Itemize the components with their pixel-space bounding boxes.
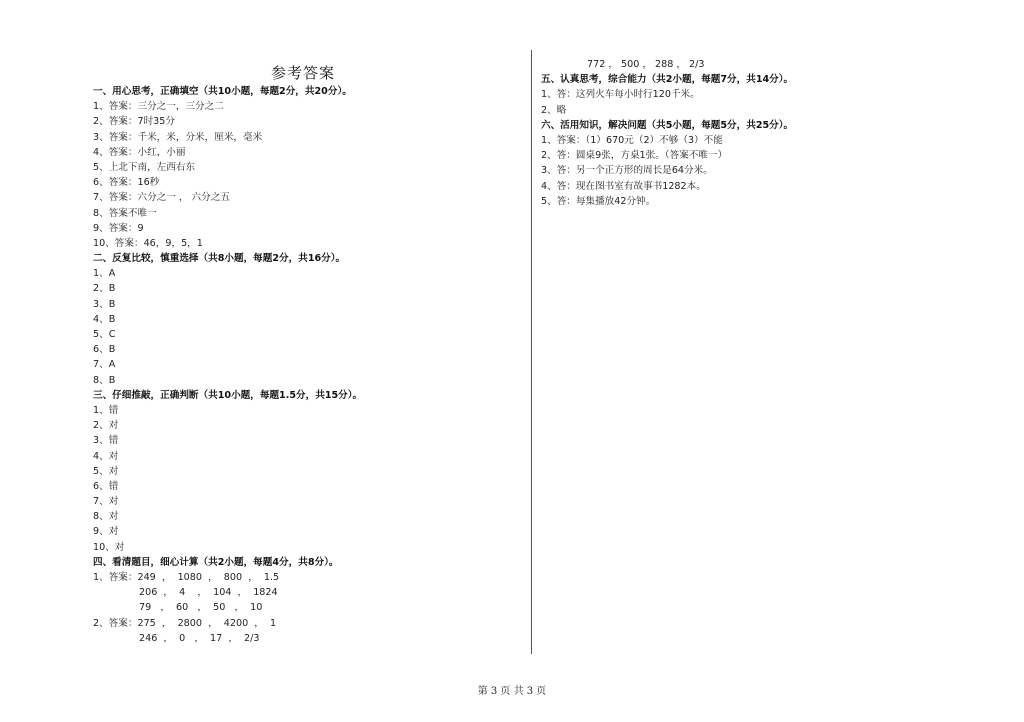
column-divider (531, 50, 532, 654)
answer-line: 4、答案：小红，小丽 (93, 146, 186, 158)
section-3-heading: 三、仔细推敲，正确判断（共10小题，每题1.5分，共15分）。 (93, 389, 363, 401)
answer-line: 1、错 (93, 404, 119, 416)
answer-line: 2、答案：7时35分 (93, 116, 175, 128)
section-5-heading: 五、认真思考，综合能力（共2小题，每题7分，共14分）。 (541, 74, 794, 86)
answer-line: 6、B (93, 344, 116, 356)
answer-line: 3、错 (93, 435, 119, 447)
answer-line: 10、答案：46，9，5，1 (93, 237, 203, 249)
section-2-heading: 二、反复比较，慎重选择（共8小题，每题2分，共16分）。 (93, 253, 346, 265)
answer-line: 6、答案：16秒 (93, 177, 160, 189)
section-1-heading: 一、用心思考，正确填空（共10小题，每题2分，共20分）。 (93, 86, 352, 97)
answer-line: 4、B (93, 313, 116, 325)
answer-line: 1、A (93, 268, 116, 280)
answer-line: 10、对 (93, 541, 125, 553)
answer-line: 7、A (93, 359, 116, 371)
answer-line: 8、答案不唯一 (93, 207, 157, 219)
answer-line: 6、错 (93, 480, 119, 492)
page-title: 参考答案 (270, 64, 335, 82)
answer-line: 5、C (93, 329, 116, 340)
calc-line: 772 ， 500 ， 288 ， 2/3 (587, 59, 705, 70)
answer-line: 9、对 (93, 526, 119, 538)
answer-line: 5、上北下南，左西右东 (93, 161, 196, 173)
section-6-heading: 六、活用知识，解决问题（共5小题，每题5分，共25分）。 (541, 119, 794, 131)
answer-line: 5、答：每集播放42分钟。 (541, 195, 656, 207)
answer-line: 2、略 (541, 104, 567, 116)
calc-line: 2、答案：275 ， 2800 ， 4200 ， 1 (93, 617, 277, 629)
calc-line: 246 ， 0 ， 17 ， 2/3 (139, 632, 260, 644)
calc-line: 79 ， 60 ， 50 ， 10 (139, 602, 263, 614)
answer-line: 1、答案：三分之一，三分之二 (93, 101, 224, 113)
section-1 (93, 84, 513, 646)
answer-line: 7、答案：六分之一 ， 六分之五 (93, 192, 230, 204)
answer-line: 3、B (93, 298, 116, 310)
answer-line: 5、对 (93, 465, 119, 477)
answer-line: 1、答案：（1）670元（2）不够（3）不能 (541, 134, 723, 146)
answer-line: 2、答：圆桌9张，方桌1张。（答案不唯一） (541, 150, 728, 162)
section-4-heading: 四、看清题目，细心计算（共2小题，每题4分，共8分）。 (93, 556, 339, 568)
answer-line: 2、B (93, 283, 116, 295)
calc-line: 1、答案：249 ， 1080 ， 800 ， 1.5 (93, 572, 280, 583)
right-column (541, 57, 961, 209)
page-footer: 第 3 页 共 3 页 (477, 686, 547, 697)
answer-line: 8、B (93, 374, 116, 386)
answer-line: 2、对 (93, 420, 119, 432)
answer-line: 3、答：另一个正方形的周长是64分米。 (541, 165, 713, 177)
answer-line: 4、对 (93, 450, 119, 462)
answer-line: 9、答案：9 (93, 222, 144, 234)
answer-line: 7、对 (93, 496, 119, 508)
answer-line: 1、答：这列火车每小时行120千米。 (541, 89, 700, 101)
answer-line: 3、答案：千米，米，分米，厘米，毫米 (93, 131, 263, 143)
calc-line: 206 ， 4 ， 104 ， 1824 (139, 587, 278, 599)
answer-line: 4、答：现在图书室有故事书1282本。 (541, 180, 706, 192)
answer-line: 8、对 (93, 511, 119, 523)
